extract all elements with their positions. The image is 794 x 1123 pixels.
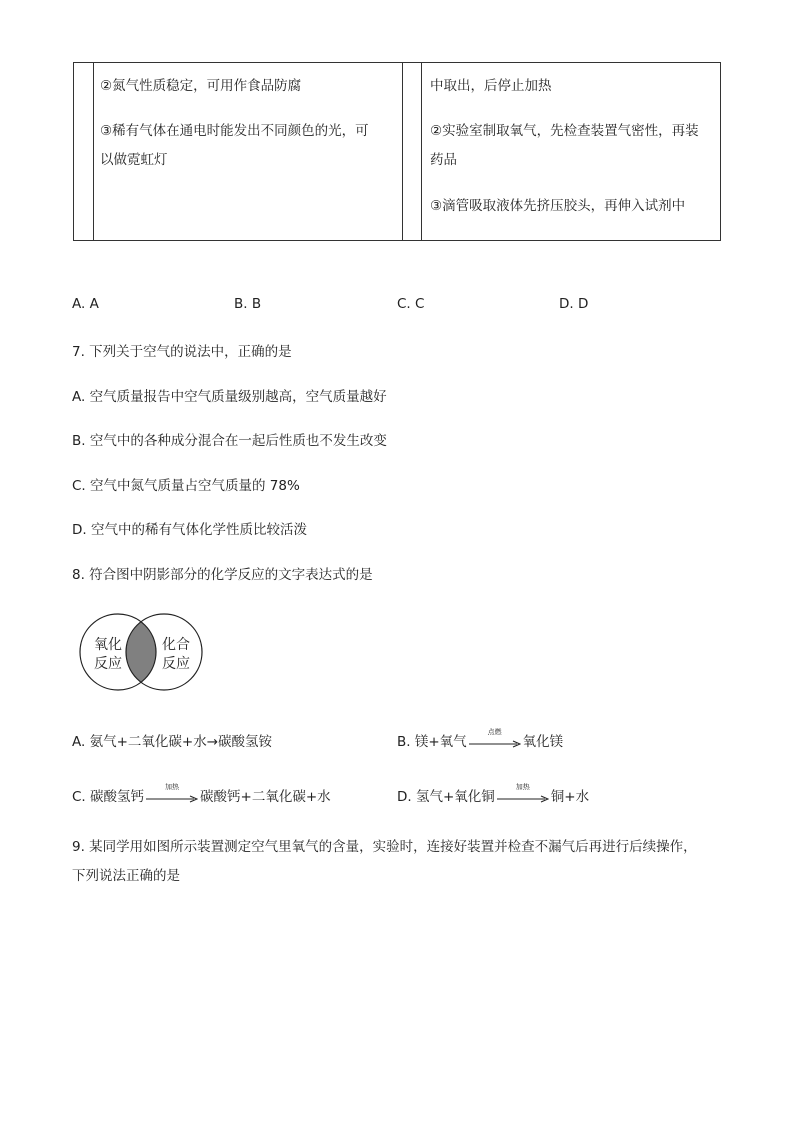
reaction-condition: 加热 xyxy=(165,783,180,791)
q8-b-product: 氧化镁 xyxy=(522,734,564,750)
venn-diagram xyxy=(76,612,206,694)
q8-option-c[interactable] xyxy=(72,785,331,805)
left-item-3-line1: ③稀有气体在通电时能发出不同颜色的光，可 xyxy=(100,123,369,139)
q8-option-d[interactable] xyxy=(397,785,589,805)
comparison-table xyxy=(73,62,721,241)
q8-d-reactants: D. 氢气+氧化铜 xyxy=(397,789,495,805)
left-item-3-line2: 以做霓虹灯 xyxy=(100,152,168,168)
right-item-3: ③滴管吸取液体先挤压胶头，再伸入试剂中 xyxy=(430,198,686,214)
q7-option-c[interactable]: C. 空气中氮气质量占空气质量的 78% xyxy=(72,478,300,494)
q7-stem: 7. 下列关于空气的说法中，正确的是 xyxy=(72,344,292,360)
right-item-1-cont: 中取出，后停止加热 xyxy=(430,78,552,94)
right-item-2-line2: 药品 xyxy=(430,152,457,168)
q9-stem-line2: 下列说法正确的是 xyxy=(72,868,180,884)
table-divider xyxy=(402,63,403,240)
reaction-arrow xyxy=(146,783,198,804)
reaction-condition: 加热 xyxy=(515,783,530,791)
venn-left-label-2: 反应 xyxy=(94,656,122,672)
q8-a-reactants: A. 氨气+二氧化碳+水 xyxy=(72,734,207,750)
q6-option-a[interactable]: A. A xyxy=(72,296,99,312)
q7-option-d[interactable]: D. 空气中的稀有气体化学性质比较活泼 xyxy=(72,522,307,538)
reaction-condition: 点燃 xyxy=(487,728,502,736)
reaction-arrow xyxy=(469,728,521,749)
q8-option-b[interactable] xyxy=(397,730,563,750)
q6-option-d[interactable]: D. D xyxy=(559,296,589,312)
q8-c-reactants: C. 碳酸氢钙 xyxy=(72,789,145,805)
q8-stem: 8. 符合图中阴影部分的化学反应的文字表达式的是 xyxy=(72,567,373,583)
q8-b-reactants: B. 镁+氧气 xyxy=(397,734,467,750)
reaction-arrow: → xyxy=(206,734,219,750)
q7-option-a[interactable]: A. 空气质量报告中空气质量级别越高，空气质量越好 xyxy=(72,389,387,405)
venn-right-label-2: 反应 xyxy=(162,656,190,672)
q8-a-product: 碳酸氢铵 xyxy=(218,734,273,750)
q9-stem-line1: 9. 某同学用如图所示装置测定空气里氧气的含量，实验时，连接好装置并检查不漏气后再进行后续操作， xyxy=(72,839,697,855)
q8-option-a[interactable] xyxy=(72,730,272,750)
table-divider xyxy=(93,63,94,240)
left-item-2: ②氮气性质稳定，可用作食品防腐 xyxy=(100,78,302,94)
q8-d-product: 铜+水 xyxy=(550,789,590,805)
venn-left-label-1: 氧化 xyxy=(94,637,122,653)
venn-right-label-1: 化合 xyxy=(162,637,190,653)
q6-option-b[interactable]: B. B xyxy=(234,296,262,312)
q6-option-c[interactable]: C. C xyxy=(397,296,425,312)
right-item-2-line1: ②实验室制取氧气，先检查装置气密性，再装 xyxy=(430,123,699,139)
q7-option-b[interactable]: B. 空气中的各种成分混合在一起后性质也不发生改变 xyxy=(72,433,387,449)
q8-c-product: 碳酸钙+二氧化碳+水 xyxy=(200,789,331,805)
reaction-arrow xyxy=(497,783,549,804)
table-divider xyxy=(421,63,422,240)
